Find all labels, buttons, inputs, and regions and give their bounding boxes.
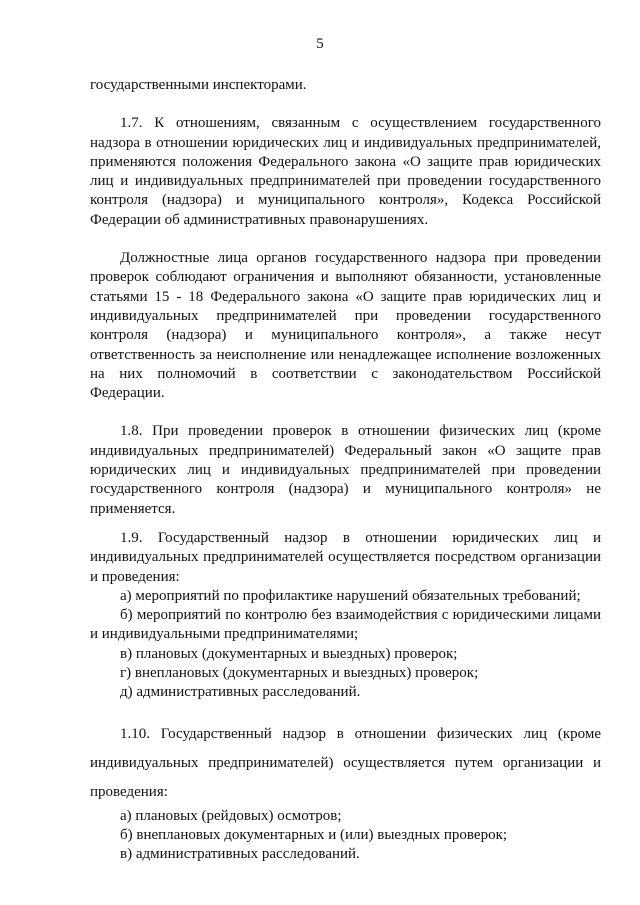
document-body xyxy=(90,76,601,865)
list-item-1-10-b: б) внеплановых документарных и (или) выездных проверок; xyxy=(120,826,508,843)
paragraph-1-8: 1.8. При проведении проверок в отношении физических лиц (кроме индивидуальных предпринимателей) Федеральный закон «О защите прав юридических лиц и индивидуальных предпринимателей при проведении государственного контроля (надзора) и муниципального контроля» не применяется. xyxy=(90,423,601,517)
list-item-1-10-a: а) плановых (рейдовых) осмотров; xyxy=(120,807,342,824)
list-item-1-9-g: г) внеплановых (документарных и выездных) проверок; xyxy=(120,665,479,682)
paragraph-officials-duties: Должностные лица органов государственного надзора при проведении проверок соблюдают ограничения и выполняют обязанности, установленные статьями 15 - 18 Федерального закона «О защите прав юридических лиц и индивидуальных предпринимателей при проведении государственного контроля (надзора) и муниципального контроля», а также несут ответственность за неисполнение или ненадлежащее исполнение возложенных на них полномочий в соответствии с законодательством Российской Федерации. xyxy=(90,250,601,402)
paragraph-1-7: 1.7. К отношениям, связанным с осуществлением государственного надзора в отношении юридических лиц и индивидуальных предпринимателей, применяются положения Федерального закона «О защите прав юридических лиц и индивидуальных предпринимателей при проведении государственного контроля (надзора) и муниципального контроля», Кодекса Российской Федерации об административных правонарушениях. xyxy=(90,115,601,228)
list-item-1-9-v: в) плановых (документарных и выездных) проверок; xyxy=(120,645,458,662)
paragraph-continuation: государственными инспекторами. xyxy=(90,77,307,93)
list-item-1-9-b: б) мероприятий по контролю без взаимодействия с юридическими лицами и индивидуальными предпринимателями; xyxy=(90,607,601,643)
page-number: 5 xyxy=(316,36,324,52)
list-item-1-9-d: д) административных расследований. xyxy=(120,684,361,701)
paragraph-1-9: 1.9. Государственный надзор в отношении юридических лиц и индивидуальных предпринимателей осуществляется посредством организации и проведения: xyxy=(90,529,601,585)
list-item-1-9-a: а) мероприятий по профилактике нарушений обязательных требований; xyxy=(120,587,581,604)
paragraph-1-10: 1.10. Государственный надзор в отношении физических лиц (кроме индивидуальных предпринимателей) осуществляется путем организации и проведения: xyxy=(90,725,601,800)
list-item-1-10-v: в) административных расследований. xyxy=(120,846,360,863)
